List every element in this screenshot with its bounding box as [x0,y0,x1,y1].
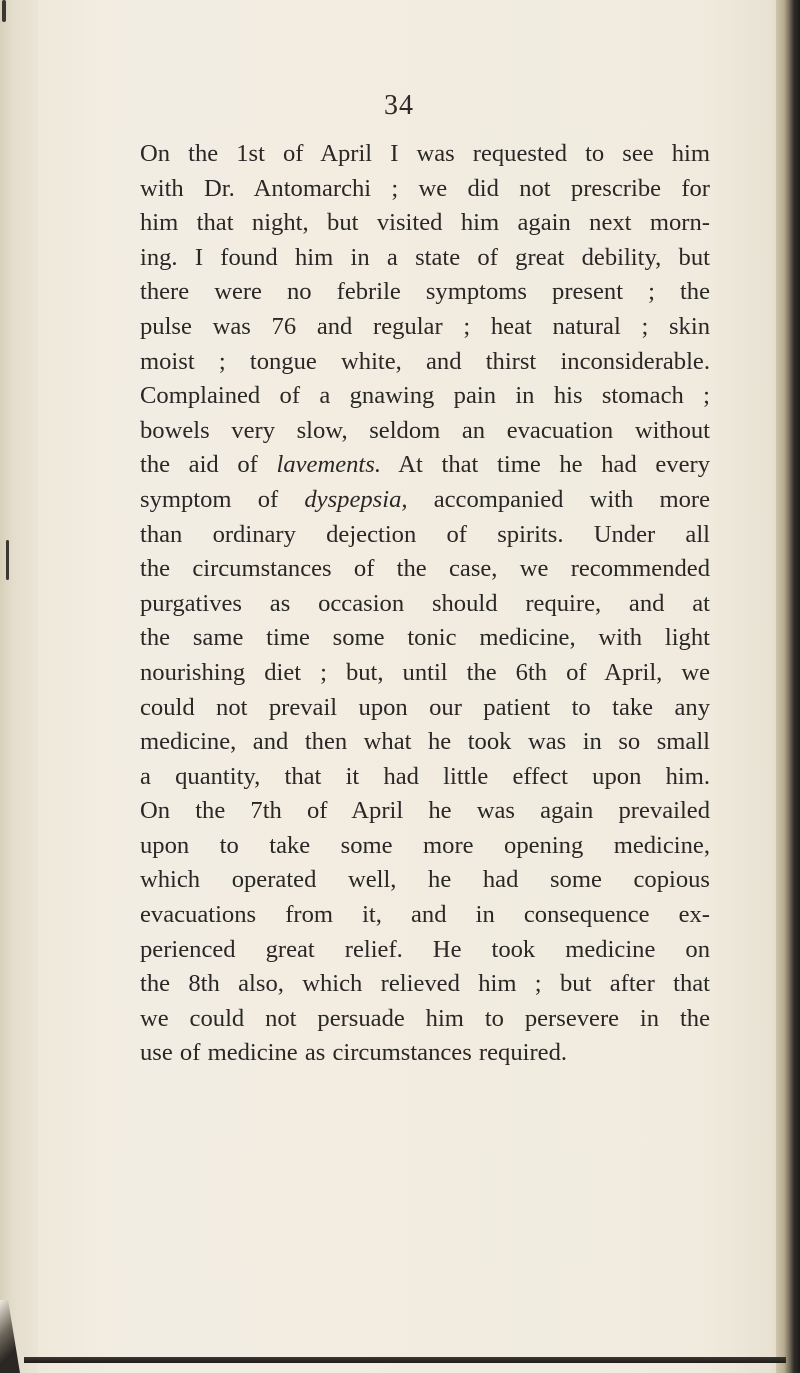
page-number: 34 [384,90,414,121]
text-line [140,137,710,172]
text-line [140,206,710,241]
text-run: the same time some tonic medicine, with light [140,624,710,652]
binding-mark [2,0,6,22]
page-bottom-edge [24,1357,786,1363]
text-run: there were no febrile symptoms present ; the [140,278,710,306]
text-run: bowels very slow, seldom an evacuation without [140,416,710,444]
text-line [140,483,710,518]
text-run: him that night, but visited him again next morn- [140,209,710,237]
italic-term: lavements. [276,451,381,479]
text-line [140,933,710,968]
text-line [140,898,710,933]
text-line [140,241,710,276]
text-line [140,656,710,691]
text-run: nourishing diet ; but, until the 6th of April, we [140,658,710,686]
text-line [140,587,710,622]
text-line [140,448,710,483]
text-run: upon to take some more opening medicine, [140,831,710,859]
text-line [140,794,710,829]
text-line [140,1002,710,1037]
text-line [140,967,710,1002]
text-line [140,310,710,345]
text-line [140,172,710,207]
text-run: use of medicine as circumstances required. [140,1039,568,1067]
text-line [140,621,710,656]
italic-term: dyspepsia, [304,485,408,513]
text-run: pulse was 76 and regular ; heat natural ; skin [140,312,710,340]
text-run: purgatives as occasion should require, and at [140,589,710,617]
binding-mark [6,540,9,580]
text-line [140,552,710,587]
text-run: On the 1st of April I was requested to see him [140,140,710,167]
text-run: with Dr. Antomarchi ; we did not prescribe for [140,174,710,202]
text-run: perienced great relief. He took medicine on [140,935,710,963]
text-line [140,691,710,726]
text-line [140,760,710,795]
text-run: we could not persuade him to persevere in the [140,1004,710,1032]
text-run: symptom of [140,485,305,513]
text-line [140,379,710,414]
text-line [140,1036,710,1071]
text-run: a quantity, that it had little effect upon him. [140,762,710,790]
text-line [140,863,710,898]
text-run: the aid of [140,451,277,479]
text-run: could not prevail upon our patient to take any [140,693,710,721]
text-run: moist ; tongue white, and thirst inconsiderable. [140,347,710,375]
text-run: medicine, and then what he took was in so small [140,728,710,756]
text-line [140,345,710,380]
text-run: which operated well, he had some copious [140,866,710,894]
text-run: ing. I found him in a state of great debility, but [140,243,710,271]
page-gutter [0,0,38,1373]
text-run: At that time he had every [381,451,710,479]
text-run: the 8th also, which relieved him ; but after that [140,970,710,998]
page-edge-shadow [776,0,800,1373]
text-line [140,518,710,553]
text-line [140,829,710,864]
body-text [140,137,710,1071]
text-run: On the 7th of April he was again prevailed [140,797,710,825]
text-run: accompanied with more [407,485,710,513]
text-line [140,725,710,760]
text-run: evacuations from it, and in consequence ex- [140,901,710,929]
text-line [140,414,710,449]
text-line [140,275,710,310]
text-run: Complained of a gnawing pain in his stomach ; [140,382,710,410]
text-run: than ordinary dejection of spirits. Under all [140,520,710,548]
text-run: the circumstances of the case, we recommended [140,555,710,583]
